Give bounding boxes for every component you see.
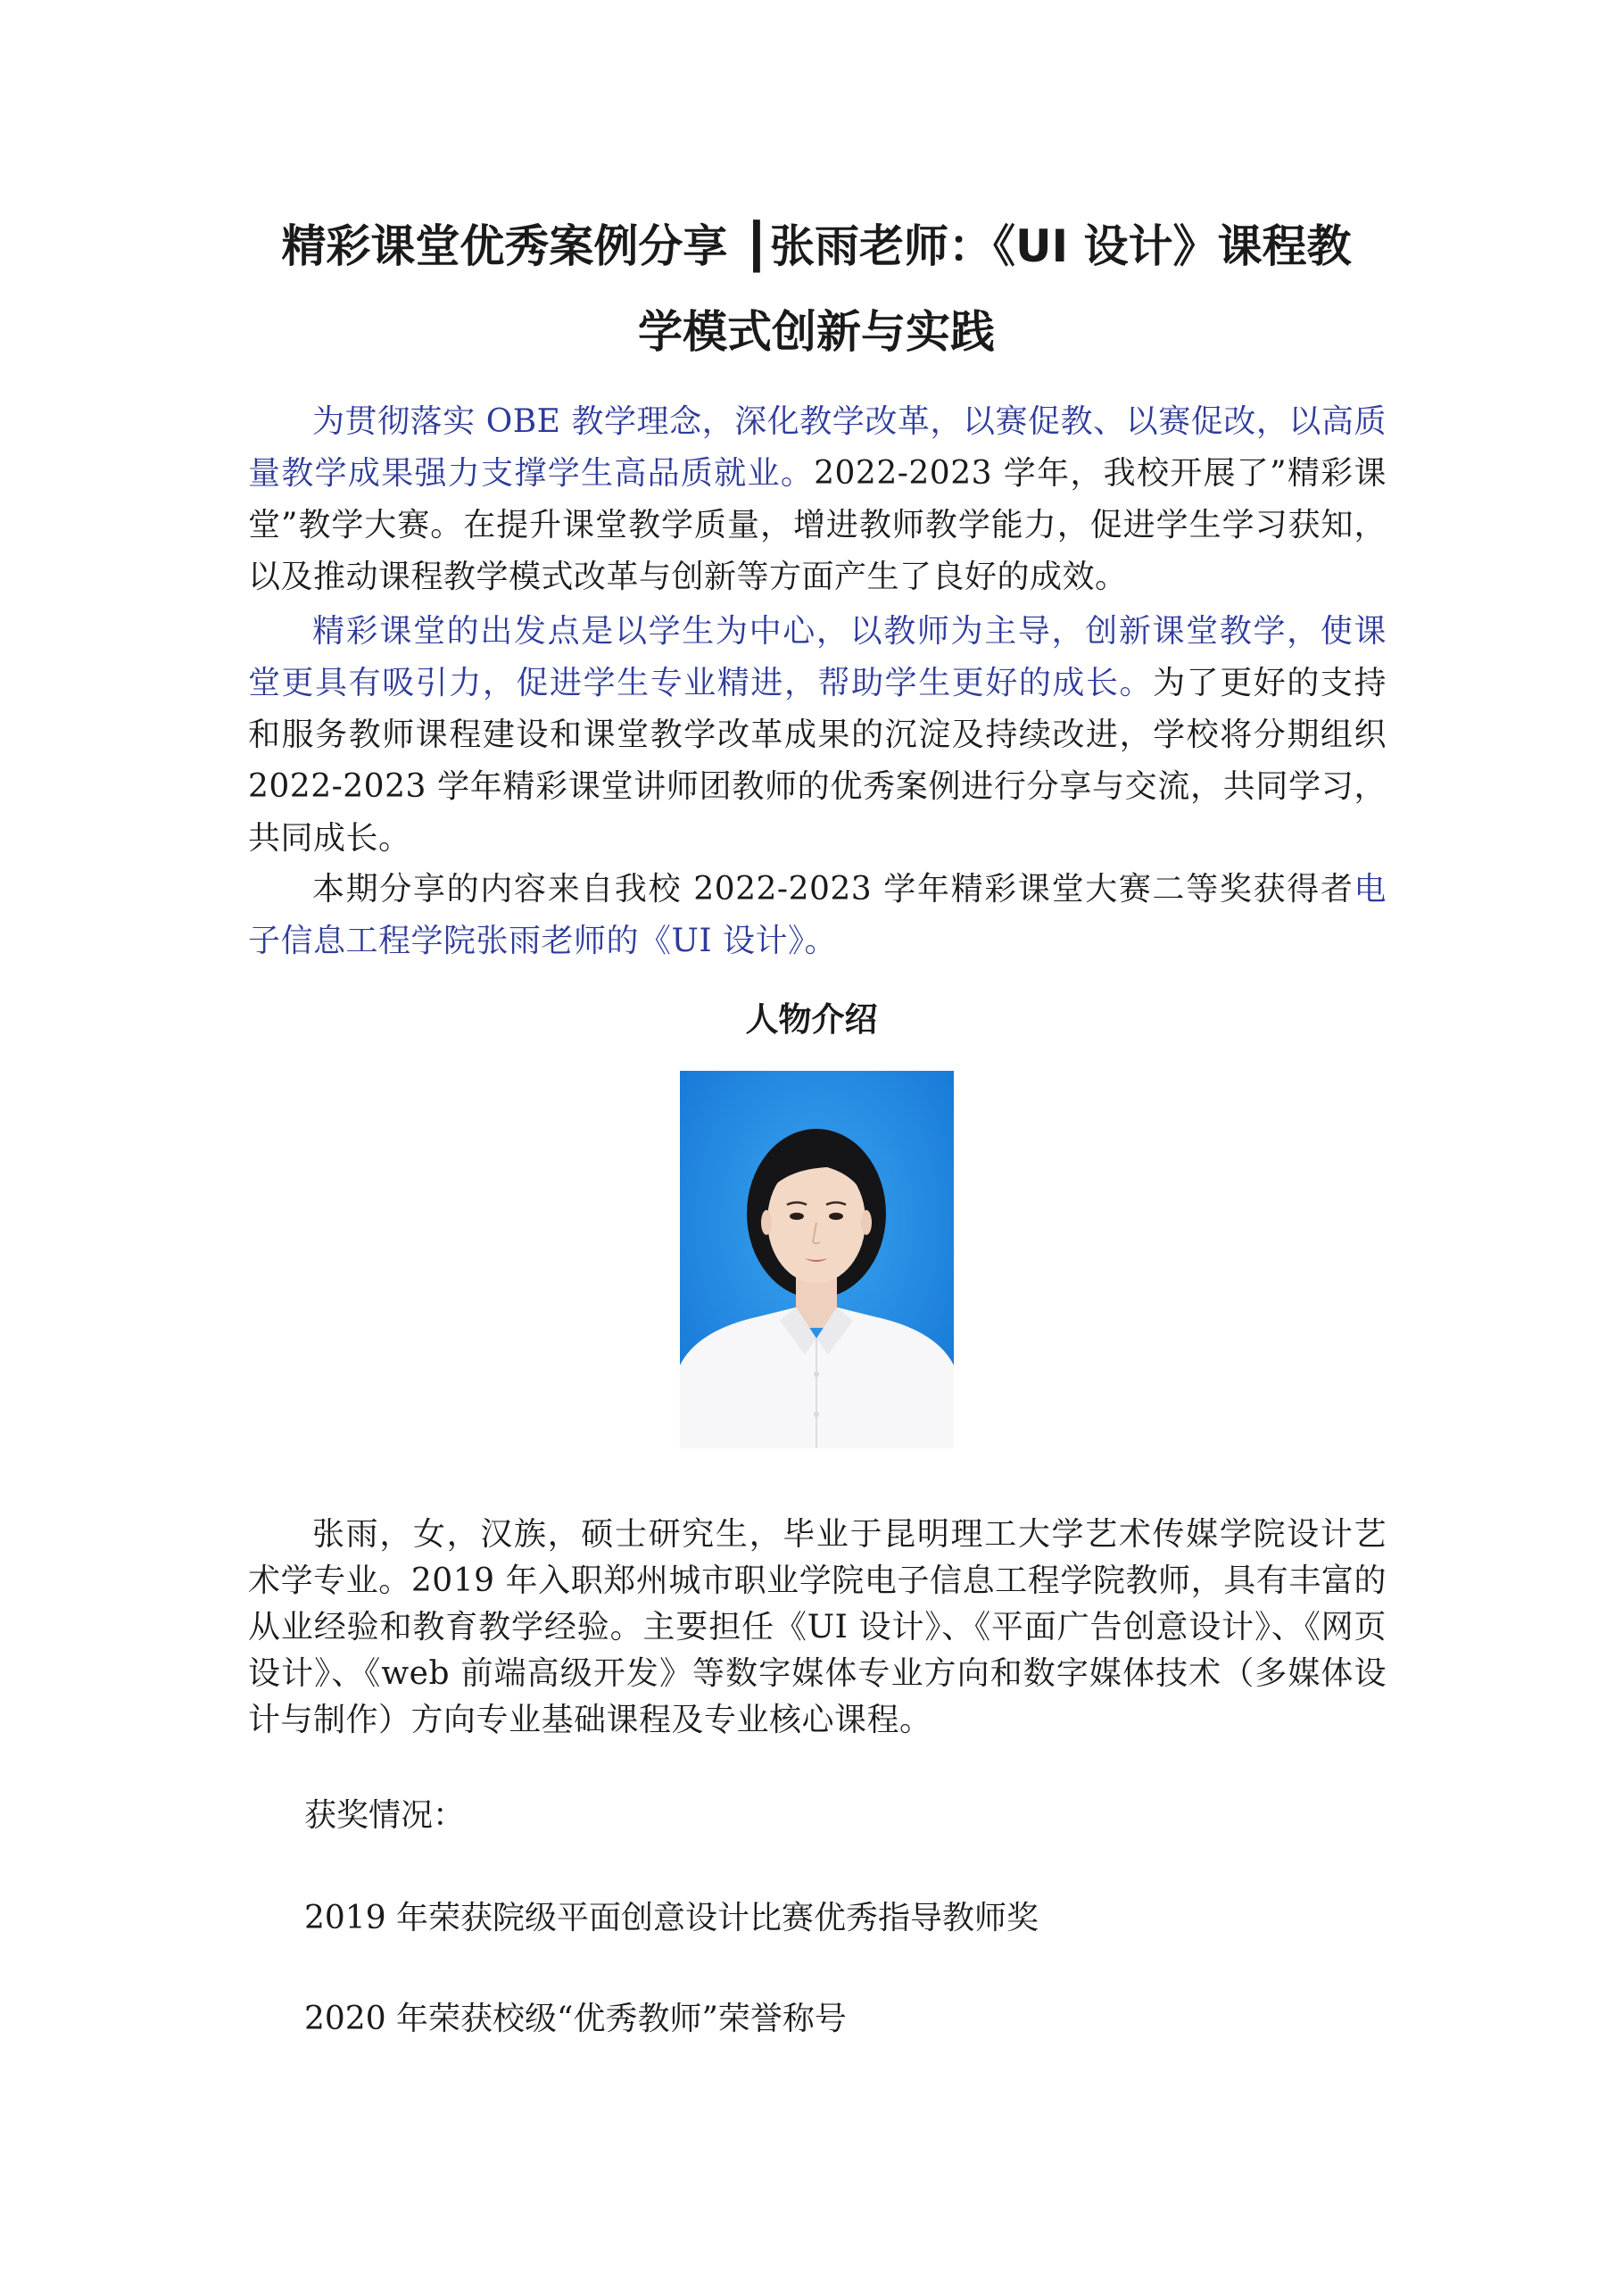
title-line-1: 精彩课堂优秀案例分享 ┃张雨老师：《UI 设计》课程教 — [281, 220, 1352, 272]
intro-p3-highlight: 电子信息工程学院张雨老师的《UI 设计》。 — [248, 871, 1387, 959]
awards-label: 获奖情况： — [304, 1797, 466, 1834]
intro-p2-text: 为了更好的支持和服务教师课程建设和课堂教学改革成果的沉淀及持续改进，学校将分期组织 2022-2023 学年精彩课堂讲师团教师的优秀案例进行分享与交流，共同学习，共同成长。 — [248, 665, 1387, 857]
section-heading: 人物介绍 — [745, 1000, 878, 1039]
award-item-1: 2019 年荣获院级平面创意设计比赛优秀指导教师奖 — [304, 1900, 1039, 1936]
intro-paragraph-3 — [248, 864, 1387, 967]
intro-p1-highlight: 为贯彻落实 OBE 教学理念，深化教学改革，以赛促教、以赛促改，以高质量教学成果强力支撑学生高品质就业。 — [248, 403, 1387, 492]
bio-paragraph: 张雨，女，汉族，硕士研究生，毕业于昆明理工大学艺术传媒学院设计艺术学专业。2019 年入职郑州城市职业学院电子信息工程学院教师，具有丰富的从业经验和教育教学经验。主要担任《UI 设计》、《平面广告创意设计》、《网页设计》、《web 前端高级开发》等数字媒体专业方向和数字媒体技术（多媒体设计与制作）方向专业基础课程及专业核心课程。 — [248, 1516, 1387, 1738]
intro-p1-text: 2022-2023 学年，我校开展了”精彩课堂”教学大赛。在提升课堂教学质量，增进教师教学能力，促进学生学习获知，以及推动课程教学模式改革与创新等方面产生了良好的成效。 — [248, 455, 1387, 595]
title-line-2: 学模式创新与实践 — [638, 306, 995, 358]
intro-paragraph-1 — [248, 396, 1387, 603]
intro-p3-text: 本期分享的内容来自我校 2022-2023 学年精彩课堂大赛二等奖获得者 — [312, 871, 1354, 908]
award-item-2: 2020 年荣获校级“优秀教师”荣誉称号 — [304, 2001, 847, 2037]
intro-paragraph-2 — [248, 606, 1387, 865]
article-title — [245, 203, 1387, 375]
portrait-photo — [680, 1071, 954, 1448]
intro-p2-highlight: 精彩课堂的出发点是以学生为中心，以教师为主导，创新课堂教学，使课堂更具有吸引力，促进学生专业精进，帮助学生更好的成长。 — [248, 613, 1387, 701]
